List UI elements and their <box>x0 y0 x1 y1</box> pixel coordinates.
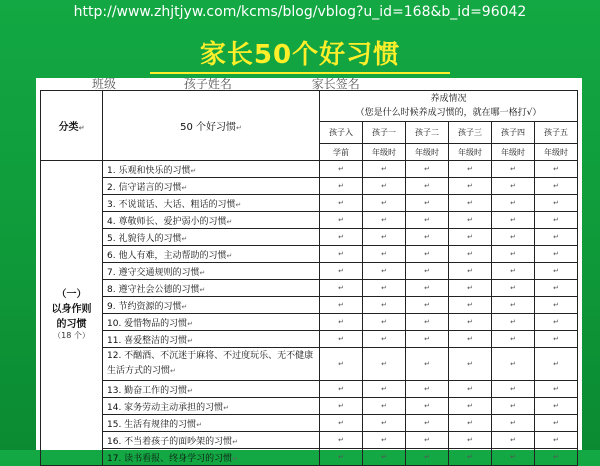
checkbox-cell[interactable]: ↵ <box>535 348 578 381</box>
column-header-top: 孩子二 <box>406 122 449 144</box>
checkbox-cell[interactable]: ↵ <box>492 212 535 229</box>
checkbox-cell[interactable]: ↵ <box>492 195 535 212</box>
column-header-top: 孩子一 <box>363 122 406 144</box>
status-header: 养成情况 （您是什么时候养成习惯的，就在哪一格打√） <box>320 91 578 122</box>
column-header-top: 孩子四 <box>492 122 535 144</box>
checkbox-cell[interactable]: ↵ <box>535 297 578 314</box>
checkbox-cell[interactable]: ↵ <box>492 415 535 432</box>
checkbox-cell[interactable]: ↵ <box>492 331 535 348</box>
checkbox-cell[interactable]: ↵ <box>363 331 406 348</box>
table-row <box>41 398 578 415</box>
checkbox-cell[interactable]: ↵ <box>406 415 449 432</box>
table-row <box>41 297 578 314</box>
habit-cell: 6. 他人有难，主动帮助的习惯↵ <box>103 246 320 263</box>
habit-cell: 1. 乐观和快乐的习惯↵ <box>103 161 320 178</box>
checkbox-cell[interactable]: ↵ <box>492 432 535 449</box>
checkbox-cell[interactable]: ↵ <box>492 246 535 263</box>
checkbox-cell[interactable]: ↵ <box>406 381 449 398</box>
checkbox-cell[interactable]: ↵ <box>406 348 449 381</box>
checkbox-cell[interactable]: ↵ <box>492 280 535 297</box>
column-header-bottom: 年级时 <box>449 144 492 161</box>
checkbox-cell[interactable]: ↵ <box>363 229 406 246</box>
child-name-label: 孩子姓名 <box>183 77 232 91</box>
table-row <box>41 280 578 297</box>
column-header-top: 孩子三 <box>449 122 492 144</box>
checkbox-cell[interactable]: ↵ <box>406 398 449 415</box>
checkbox-cell[interactable]: ↵ <box>320 449 363 466</box>
table-row <box>41 449 578 466</box>
habit-cell: 9. 节约资源的习惯↵ <box>103 297 320 314</box>
checkbox-cell[interactable]: ↵ <box>492 398 535 415</box>
habit-cell: 3. 不说谎话、大话、粗话的习惯↵ <box>103 195 320 212</box>
checkbox-cell[interactable]: ↵ <box>449 398 492 415</box>
checkbox-cell[interactable]: ↵ <box>492 314 535 331</box>
checkbox-cell[interactable]: ↵ <box>492 297 535 314</box>
checkbox-cell[interactable]: ↵ <box>363 212 406 229</box>
checkbox-cell[interactable]: ↵ <box>320 229 363 246</box>
checkbox-cell[interactable]: ↵ <box>492 229 535 246</box>
checkbox-cell[interactable]: ↵ <box>406 229 449 246</box>
checkbox-cell[interactable]: ↵ <box>406 280 449 297</box>
table-row <box>41 246 578 263</box>
checkbox-cell[interactable]: ↵ <box>363 432 406 449</box>
checkbox-cell[interactable]: ↵ <box>363 415 406 432</box>
checkbox-cell[interactable]: ↵ <box>535 195 578 212</box>
habit-cell: 10. 爱惜物品的习惯↵ <box>103 314 320 331</box>
column-header-bottom: 年级时 <box>363 144 406 161</box>
checkbox-cell[interactable]: ↵ <box>320 195 363 212</box>
table-row <box>41 161 578 178</box>
column-header-bottom: 学前 <box>320 144 363 161</box>
checkbox-cell[interactable]: ↵ <box>535 229 578 246</box>
checkbox-cell[interactable]: ↵ <box>535 398 578 415</box>
column-header-bottom: 年级时 <box>535 144 578 161</box>
checkbox-cell[interactable]: ↵ <box>406 178 449 195</box>
checkbox-cell[interactable]: ↵ <box>406 195 449 212</box>
checkbox-cell[interactable]: ↵ <box>449 280 492 297</box>
checkbox-cell[interactable]: ↵ <box>406 297 449 314</box>
table-row <box>41 263 578 280</box>
table-row <box>41 229 578 246</box>
checkbox-cell[interactable]: ↵ <box>320 314 363 331</box>
checkbox-cell[interactable]: ↵ <box>535 178 578 195</box>
checkbox-cell[interactable]: ↵ <box>535 212 578 229</box>
checkbox-cell[interactable]: ↵ <box>492 161 535 178</box>
checkbox-cell[interactable]: ↵ <box>363 314 406 331</box>
table-row <box>41 381 578 398</box>
checkbox-cell[interactable]: ↵ <box>449 178 492 195</box>
habit-cell: 15. 生活有规律的习惯↵ <box>103 415 320 432</box>
habit-cell: 4. 尊敬师长、爱护弱小的习惯↵ <box>103 212 320 229</box>
habit-cell: 13. 勤奋工作的习惯↵ <box>103 381 320 398</box>
checkbox-cell[interactable]: ↵ <box>406 246 449 263</box>
checkbox-cell[interactable]: ↵ <box>320 381 363 398</box>
checkbox-cell[interactable]: ↵ <box>363 263 406 280</box>
checkbox-cell[interactable]: ↵ <box>535 161 578 178</box>
habit-cell: 5. 礼貌待人的习惯↵ <box>103 229 320 246</box>
checkbox-cell[interactable]: ↵ <box>406 212 449 229</box>
checkbox-cell[interactable]: ↵ <box>320 398 363 415</box>
checkbox-cell[interactable]: ↵ <box>449 348 492 381</box>
checkbox-cell[interactable]: ↵ <box>320 297 363 314</box>
checkbox-cell[interactable]: ↵ <box>535 432 578 449</box>
checkbox-cell[interactable]: ↵ <box>406 314 449 331</box>
checkbox-cell[interactable]: ↵ <box>535 263 578 280</box>
checkbox-cell[interactable]: ↵ <box>320 280 363 297</box>
page-title: 家长50个好习惯 <box>199 40 401 70</box>
habit-cell: 11. 喜爱整洁的习惯↵ <box>103 331 320 348</box>
habit-cell: 2. 信守诺言的习惯↵ <box>103 178 320 195</box>
checkbox-cell[interactable]: ↵ <box>449 331 492 348</box>
checkbox-cell[interactable]: ↵ <box>320 263 363 280</box>
checkbox-cell[interactable]: ↵ <box>449 161 492 178</box>
column-header-top: 孩子入 <box>320 122 363 144</box>
table-row <box>41 178 578 195</box>
checkbox-cell[interactable]: ↵ <box>320 348 363 381</box>
category-line3: 的习惯 <box>56 319 87 330</box>
checkbox-cell[interactable]: ↵ <box>492 381 535 398</box>
column-header-bottom: 年级时 <box>406 144 449 161</box>
checkbox-cell[interactable]: ↵ <box>535 381 578 398</box>
category-header: 分类↵ <box>41 91 103 161</box>
checkbox-cell[interactable]: ↵ <box>363 195 406 212</box>
checkbox-cell[interactable]: ↵ <box>449 246 492 263</box>
checkbox-cell[interactable]: ↵ <box>363 449 406 466</box>
checkbox-cell[interactable]: ↵ <box>449 314 492 331</box>
habit-cell: 17. 读书看报、终身学习的习惯↵ <box>103 449 320 466</box>
checkbox-cell[interactable]: ↵ <box>449 297 492 314</box>
habit-cell: 12. 不酗酒、不沉迷于麻将、不过度玩乐、无不健康生活方式的习惯↵ <box>103 348 320 381</box>
habit-cell: 7. 遵守交通规则的习惯↵ <box>103 263 320 280</box>
table-row <box>41 331 578 348</box>
category-count: （18 个） <box>53 331 90 340</box>
checkbox-cell[interactable]: ↵ <box>363 348 406 381</box>
checkbox-cell[interactable]: ↵ <box>449 229 492 246</box>
source-url: http://www.zhjtjyw.com/kcms/blog/vblog?u_id=168&b_id=96042 <box>73 4 527 20</box>
checkbox-cell[interactable]: ↵ <box>320 331 363 348</box>
class-label: 班级 <box>92 77 117 91</box>
checkbox-cell[interactable]: ↵ <box>535 280 578 297</box>
checkbox-cell[interactable]: ↵ <box>406 161 449 178</box>
habit-sheet <box>36 77 582 464</box>
checkbox-cell[interactable]: ↵ <box>320 432 363 449</box>
checkbox-cell[interactable]: ↵ <box>320 178 363 195</box>
checkbox-cell[interactable]: ↵ <box>406 263 449 280</box>
table-row <box>41 195 578 212</box>
checkbox-cell[interactable]: ↵ <box>449 381 492 398</box>
checkbox-cell[interactable]: ↵ <box>449 263 492 280</box>
sheet-header <box>36 78 582 90</box>
checkbox-cell[interactable]: ↵ <box>449 415 492 432</box>
table-row <box>41 415 578 432</box>
habits-header: 50 个好习惯↵ <box>103 91 320 161</box>
checkbox-cell[interactable]: ↵ <box>320 415 363 432</box>
checkbox-cell[interactable]: ↵ <box>535 449 578 466</box>
checkbox-cell[interactable]: ↵ <box>363 398 406 415</box>
category-line1: （一） <box>56 289 87 300</box>
column-header-top: 孩子五 <box>535 122 578 144</box>
checkbox-cell[interactable]: ↵ <box>535 415 578 432</box>
checkbox-cell[interactable]: ↵ <box>406 331 449 348</box>
checkbox-cell[interactable]: ↵ <box>406 432 449 449</box>
checkbox-cell[interactable]: ↵ <box>363 280 406 297</box>
checkbox-cell[interactable]: ↵ <box>449 449 492 466</box>
checkbox-cell[interactable]: ↵ <box>406 449 449 466</box>
table-row <box>41 348 578 381</box>
category-cell <box>41 161 103 466</box>
status-note: （您是什么时候养成习惯的，就在哪一格打√） <box>355 108 542 118</box>
table-row <box>41 314 578 331</box>
habit-cell: 14. 家务劳动主动承担的习惯↵ <box>103 398 320 415</box>
checkbox-cell[interactable]: ↵ <box>363 297 406 314</box>
checkbox-cell[interactable]: ↵ <box>320 246 363 263</box>
parent-signature-label: 家长签名 <box>311 77 360 91</box>
checkbox-cell[interactable]: ↵ <box>320 212 363 229</box>
checkbox-cell[interactable]: ↵ <box>492 348 535 381</box>
checkbox-cell[interactable]: ↵ <box>492 178 535 195</box>
checkbox-cell[interactable]: ↵ <box>535 246 578 263</box>
table-row <box>41 432 578 449</box>
checkbox-cell[interactable]: ↵ <box>492 449 535 466</box>
checkbox-cell[interactable]: ↵ <box>535 331 578 348</box>
checkbox-cell[interactable]: ↵ <box>363 178 406 195</box>
habit-cell: 16. 不当着孩子的面吵架的习惯↵ <box>103 432 320 449</box>
checkbox-cell[interactable]: ↵ <box>449 432 492 449</box>
habit-table <box>40 90 578 466</box>
column-header-bottom: 年级时 <box>492 144 535 161</box>
checkbox-cell[interactable]: ↵ <box>492 263 535 280</box>
table-row <box>41 212 578 229</box>
checkbox-cell[interactable]: ↵ <box>449 195 492 212</box>
checkbox-cell[interactable]: ↵ <box>363 246 406 263</box>
title-underline <box>150 72 450 74</box>
checkbox-cell[interactable]: ↵ <box>363 161 406 178</box>
checkbox-cell[interactable]: ↵ <box>320 161 363 178</box>
habit-cell: 8. 遵守社会公德的习惯↵ <box>103 280 320 297</box>
category-line2: 以身作则 <box>51 304 92 315</box>
checkbox-cell[interactable]: ↵ <box>535 314 578 331</box>
checkbox-cell[interactable]: ↵ <box>363 381 406 398</box>
checkbox-cell[interactable]: ↵ <box>449 212 492 229</box>
